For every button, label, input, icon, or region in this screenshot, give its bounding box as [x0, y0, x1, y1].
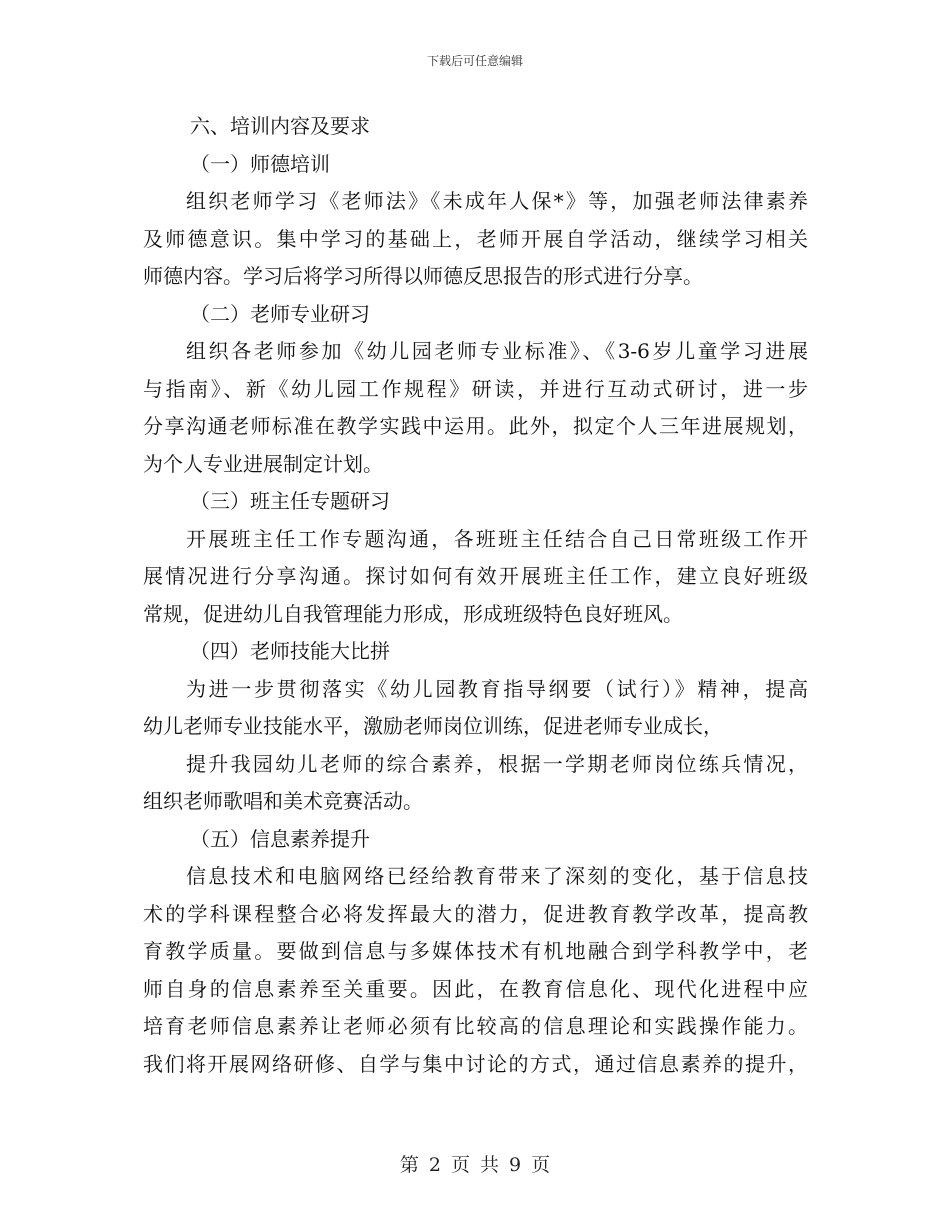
paragraph-line: 育教学质量。要做到信息与多媒体技术有机地融合到学科教学中，老	[143, 939, 808, 963]
subsection-title: （五）信息素养提升	[190, 826, 370, 851]
paragraph-line: 培育老师信息素养让老师必须有比较高的信息理论和实践操作能力。	[143, 1014, 808, 1038]
page-number-footer: 第 2 页 共 9 页	[399, 1154, 551, 1176]
paragraph-line: 组织老师歌唱和美术竞赛活动。	[143, 789, 423, 813]
subsection-title: （四）老师技能大比拼	[190, 639, 390, 663]
paragraph-line: 我们将开展网络研修、自学与集中讨论的方式，通过信息素养的提升，	[143, 1051, 808, 1076]
paragraph-line: 与指南》、新《幼儿园工作规程》研读，并进行互动式研讨，进一步	[143, 376, 808, 401]
paragraph-line: 常规，促进幼儿自我管理能力形成，形成班级特色良好班风。	[143, 601, 683, 626]
paragraph-line: 信息技术和电脑网络已经给教育带来了深刻的变化，基于信息技	[186, 864, 808, 888]
paragraph-line: 展情况进行分享沟通。探讨如何有效开展班主任工作，建立良好班级	[143, 564, 808, 588]
paragraph-line: 师自身的信息素养至关重要。因此，在教育信息化、现代化进程中应	[143, 976, 808, 1001]
paragraph-line: 幼儿老师专业技能水平，激励老师岗位训练，促进老师专业成长，	[143, 714, 723, 738]
paragraph-line: 及师德意识。集中学习的基础上，老师开展自学活动，继续学习相关	[143, 226, 808, 251]
paragraph-line: 组织老师学习《老师法》《未成年人保*》等，加强老师法律素养	[186, 189, 808, 213]
section-heading: 六、培训内容及要求	[190, 114, 370, 138]
paragraph-line: 术的学科课程整合必将发挥最大的潜力，促进教育教学改革，提高教	[143, 901, 808, 926]
subsection-title: （一）师德培训	[190, 151, 330, 176]
page-header-note: 下载后可任意编辑	[426, 54, 523, 68]
subsection-title: （三）班主任专题研习	[190, 489, 390, 513]
paragraph-line: 分享沟通老师标准在教学实践中运用。此外，拟定个人三年进展规划，	[143, 414, 808, 438]
paragraph-line: 为进一步贯彻落实《幼儿园教育指导纲要（试行）》精神，提高	[186, 676, 808, 701]
document-body	[143, 108, 808, 1083]
paragraph-line: 为个人专业进展制定计划。	[143, 451, 383, 476]
paragraph-line: 提升我园幼儿老师的综合素养，根据一学期老师岗位练兵情况，	[186, 751, 808, 776]
paragraph-line: 师德内容。学习后将学习所得以师德反思报告的形式进行分享。	[143, 264, 703, 288]
subsection-title: （二）老师专业研习	[190, 301, 370, 326]
paragraph-line: 开展班主任工作专题沟通，各班班主任结合自己日常班级工作开	[186, 526, 808, 551]
paragraph-line: 组织各老师参加《幼儿园老师专业标准》、《3-6岁儿童学习进展	[186, 339, 808, 363]
